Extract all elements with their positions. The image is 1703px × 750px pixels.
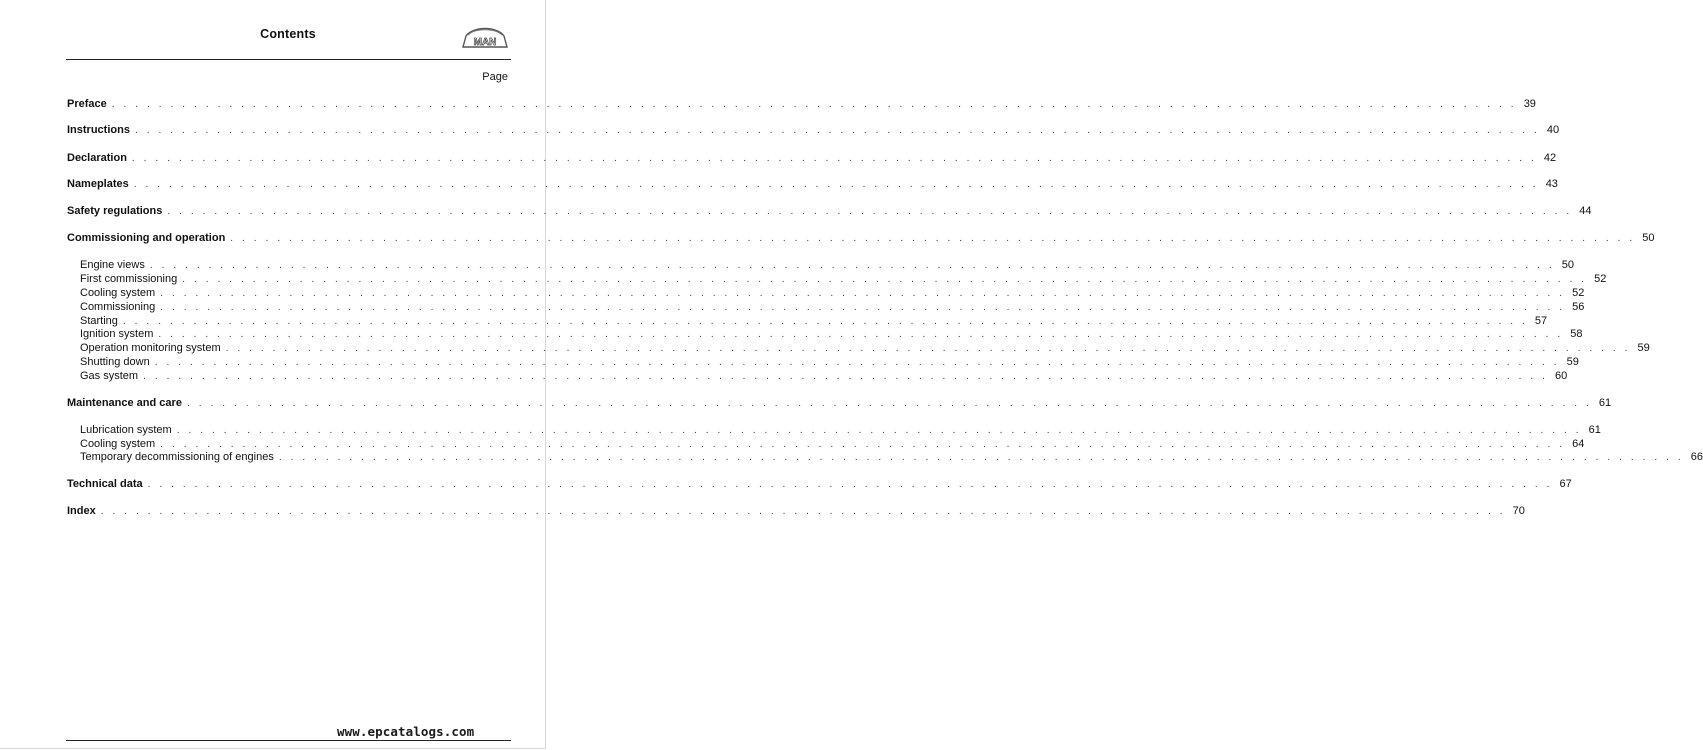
dot-leader: . . . . . . . . . . . . . . . . . . . . . . . . . . . . . . . . . . . . . . . . . . . . . . . . . . . . . . . . . . . . . . . . . . . . . . . . . . . . . . . . . . . . . . . . . . . . . . . . . . . . . . . . . . . . . . . . . . . . . . . . bbox=[186, 398, 1592, 409]
toc-subentry[interactable] bbox=[80, 437, 1585, 451]
toc-entry-page-number: 61 bbox=[1588, 424, 1601, 436]
dot-leader: . . . . . . . . . . . . . . . . . . . . . . . . . . . . . . . . . . . . . . . . . . . . . . . . . . . . . . . . . . . . . . . . . . . . . . . . . . . . . . . . . . . . . . . . . . . . . . . . . . . . . . . . . . . . . . . . . . . . . . . . bbox=[122, 316, 1528, 327]
toc-subentry[interactable] bbox=[80, 450, 1703, 464]
toc-subentry[interactable] bbox=[80, 327, 1583, 341]
toc-entry[interactable] bbox=[67, 504, 1525, 518]
toc-entry-page-number: 59 bbox=[1566, 356, 1579, 368]
toc-subentry[interactable] bbox=[80, 355, 1579, 369]
toc-entry-page-number: 52 bbox=[1572, 287, 1585, 299]
toc-entry-label: Safety regulations bbox=[67, 205, 163, 217]
toc-entry[interactable] bbox=[67, 231, 1655, 245]
toc-entry-label: Nameplates bbox=[67, 178, 129, 190]
toc-subentry[interactable] bbox=[80, 286, 1585, 300]
dot-leader: . . . . . . . . . . . . . . . . . . . . . . . . . . . . . . . . . . . . . . . . . . . . . . . . . . . . . . . . . . . . . . . . . . . . . . . . . . . . . . . . . . . . . . . . . . . . . . . . . . . . . . . . . . . . . . . . . . . . . . . . bbox=[230, 233, 1636, 244]
toc-subentry[interactable] bbox=[80, 258, 1574, 272]
toc-entry-page-number: 61 bbox=[1598, 397, 1612, 409]
toc-entry-page-number: 50 bbox=[1561, 259, 1574, 271]
toc-entry-label: First commissioning bbox=[80, 273, 178, 285]
toc-entry-label: Temporary decommissioning of engines bbox=[80, 451, 274, 463]
toc-entry-label: Ignition system bbox=[80, 328, 154, 340]
dot-leader: . . . . . . . . . . . . . . . . . . . . . . . . . . . . . . . . . . . . . . . . . . . . . . . . . . . . . . . . . . . . . . . . . . . . . . . . . . . . . . . . . . . . . . . . . . . . . . . . . . . . . . . . . . . . . . . . . . . . . . . . bbox=[143, 371, 1548, 382]
dot-leader: . . . . . . . . . . . . . . . . . . . . . . . . . . . . . . . . . . . . . . . . . . . . . . . . . . . . . . . . . . . . . . . . . . . . . . . . . . . . . . . . . . . . . . . . . . . . . . . . . . . . . . . . . . . . . . . . . . . . . . . . bbox=[158, 329, 1564, 340]
toc-entry-label: Engine views bbox=[80, 259, 145, 271]
dot-leader: . . . . . . . . . . . . . . . . . . . . . . . . . . . . . . . . . . . . . . . . . . . . . . . . . . . . . . . . . . . . . . . . . . . . . . . . . . . . . . . . . . . . . . . . . . . . . . . . . . . . . . . . . . . . . . . . . . . . . . . . bbox=[100, 506, 1506, 517]
toc-subentry[interactable] bbox=[80, 272, 1607, 286]
toc-entry-label: Operation monitoring system bbox=[80, 342, 221, 354]
toc-entry[interactable] bbox=[67, 177, 1558, 191]
toc-entry[interactable] bbox=[67, 123, 1560, 137]
dot-leader: . . . . . . . . . . . . . . . . . . . . . . . . . . . . . . . . . . . . . . . . . . . . . . . . . . . . . . . . . . . . . . . . . . . . . . . . . . . . . . . . . . . . . . . . . . . . . . . . . . . . . . . . . . . . . . . . . . . . . . . . bbox=[278, 452, 1684, 463]
toc-entry[interactable] bbox=[67, 97, 1536, 111]
toc-entry-label: Commissioning bbox=[80, 301, 156, 313]
dot-leader: . . . . . . . . . . . . . . . . . . . . . . . . . . . . . . . . . . . . . . . . . . . . . . . . . . . . . . . . . . . . . . . . . . . . . . . . . . . . . . . . . . . . . . . . . . . . . . . . . . . . . . . . . . . . . . . . . . . . . . . . bbox=[149, 260, 1555, 271]
dot-leader: . . . . . . . . . . . . . . . . . . . . . . . . . . . . . . . . . . . . . . . . . . . . . . . . . . . . . . . . . . . . . . . . . . . . . . . . . . . . . . . . . . . . . . . . . . . . . . . . . . . . . . . . . . . . . . . . . . . . . . . . bbox=[167, 206, 1573, 217]
page-title: Contents bbox=[260, 27, 316, 41]
dot-leader: . . . . . . . . . . . . . . . . . . . . . . . . . . . . . . . . . . . . . . . . . . . . . . . . . . . . . . . . . . . . . . . . . . . . . . . . . . . . . . . . . . . . . . . . . . . . . . . . . . . . . . . . . . . . . . . . . . . . . . . . bbox=[160, 288, 1566, 299]
toc-entry-label: Cooling system bbox=[80, 287, 156, 299]
dot-leader: . . . . . . . . . . . . . . . . . . . . . . . . . . . . . . . . . . . . . . . . . . . . . . . . . . . . . . . . . . . . . . . . . . . . . . . . . . . . . . . . . . . . . . . . . . . . . . . . . . . . . . . . . . . . . . . . . . . . . . . . bbox=[182, 274, 1588, 285]
toc-entry-label: Preface bbox=[67, 98, 107, 110]
toc-entry-label: Commissioning and operation bbox=[67, 232, 226, 244]
dot-leader: . . . . . . . . . . . . . . . . . . . . . . . . . . . . . . . . . . . . . . . . . . . . . . . . . . . . . . . . . . . . . . . . . . . . . . . . . . . . . . . . . . . . . . . . . . . . . . . . . . . . . . . . . . . . . . . . . . . . . . . . bbox=[160, 439, 1566, 450]
toc-entry[interactable] bbox=[67, 204, 1592, 218]
toc-entry-label: Instructions bbox=[67, 124, 130, 136]
toc-subentry[interactable] bbox=[80, 369, 1568, 383]
toc-entry-page-number: 56 bbox=[1572, 301, 1585, 313]
dot-leader: . . . . . . . . . . . . . . . . . . . . . . . . . . . . . . . . . . . . . . . . . . . . . . . . . . . . . . . . . . . . . . . . . . . . . . . . . . . . . . . . . . . . . . . . . . . . . . . . . . . . . . . . . . . . . . . . . . . . . . . . bbox=[131, 153, 1537, 164]
page-column-header: Page bbox=[482, 71, 508, 83]
logo-lettering: MAN bbox=[473, 37, 497, 48]
dot-leader: . . . . . . . . . . . . . . . . . . . . . . . . . . . . . . . . . . . . . . . . . . . . . . . . . . . . . . . . . . . . . . . . . . . . . . . . . . . . . . . . . . . . . . . . . . . . . . . . . . . . . . . . . . . . . . . . . . . . . . . . bbox=[154, 357, 1560, 368]
toc-subentry[interactable] bbox=[80, 300, 1585, 314]
toc-entry-label: Shutting down bbox=[80, 356, 150, 368]
toc-entry-page-number: 42 bbox=[1543, 152, 1557, 164]
toc-entry-label: Maintenance and care bbox=[67, 397, 182, 409]
toc-subentry[interactable] bbox=[80, 314, 1548, 328]
footer-rule bbox=[66, 740, 511, 741]
toc-entry-page-number: 50 bbox=[1642, 232, 1655, 244]
toc-entry-label: Index bbox=[67, 505, 96, 517]
toc-entry-label: Lubrication system bbox=[80, 424, 172, 436]
toc-entry-label: Declaration bbox=[67, 152, 127, 164]
dot-leader: . . . . . . . . . . . . . . . . . . . . . . . . . . . . . . . . . . . . . . . . . . . . . . . . . . . . . . . . . . . . . . . . . . . . . . . . . . . . . . . . . . . . . . . . . . . . . . . . . . . . . . . . . . . . . . . . . . . . . . . . bbox=[225, 343, 1631, 354]
toc-entry[interactable] bbox=[67, 151, 1557, 165]
toc-entry-page-number: 59 bbox=[1637, 342, 1650, 354]
toc-entry-page-number: 58 bbox=[1570, 328, 1583, 340]
toc-entry-page-number: 39 bbox=[1523, 98, 1536, 110]
toc-entry-page-number: 40 bbox=[1546, 124, 1560, 136]
dot-leader: . . . . . . . . . . . . . . . . . . . . . . . . . . . . . . . . . . . . . . . . . . . . . . . . . . . . . . . . . . . . . . . . . . . . . . . . . . . . . . . . . . . . . . . . . . . . . . . . . . . . . . . . . . . . . . . . . . . . . . . . bbox=[147, 479, 1553, 490]
toc-subentry[interactable] bbox=[80, 423, 1601, 437]
toc-entry[interactable] bbox=[67, 477, 1572, 491]
toc-entry-label: Cooling system bbox=[80, 438, 156, 450]
toc-entry-page-number: 43 bbox=[1545, 178, 1558, 190]
toc-entry-page-number: 57 bbox=[1534, 315, 1548, 327]
toc-entry-page-number: 60 bbox=[1555, 370, 1568, 382]
toc-entry[interactable] bbox=[67, 396, 1612, 410]
toc-entry-page-number: 67 bbox=[1559, 478, 1572, 490]
dot-leader: . . . . . . . . . . . . . . . . . . . . . . . . . . . . . . . . . . . . . . . . . . . . . . . . . . . . . . . . . . . . . . . . . . . . . . . . . . . . . . . . . . . . . . . . . . . . . . . . . . . . . . . . . . . . . . . . . . . . . . . . bbox=[160, 302, 1566, 313]
toc-entry-page-number: 66 bbox=[1690, 451, 1703, 463]
toc-entry-page-number: 44 bbox=[1579, 205, 1592, 217]
toc-entry-label: Gas system bbox=[80, 370, 139, 382]
dot-leader: . . . . . . . . . . . . . . . . . . . . . . . . . . . . . . . . . . . . . . . . . . . . . . . . . . . . . . . . . . . . . . . . . . . . . . . . . . . . . . . . . . . . . . . . . . . . . . . . . . . . . . . . . . . . . . . . . . . . . . . . bbox=[111, 99, 1517, 110]
dot-leader: . . . . . . . . . . . . . . . . . . . . . . . . . . . . . . . . . . . . . . . . . . . . . . . . . . . . . . . . . . . . . . . . . . . . . . . . . . . . . . . . . . . . . . . . . . . . . . . . . . . . . . . . . . . . . . . . . . . . . . . . bbox=[134, 125, 1540, 136]
toc-entry-page-number: 64 bbox=[1572, 438, 1585, 450]
toc-entry-page-number: 52 bbox=[1594, 273, 1607, 285]
toc-entry-label: Technical data bbox=[67, 478, 143, 490]
toc-subentry[interactable] bbox=[80, 341, 1650, 355]
toc-entry-page-number: 70 bbox=[1512, 505, 1525, 517]
dot-leader: . . . . . . . . . . . . . . . . . . . . . . . . . . . . . . . . . . . . . . . . . . . . . . . . . . . . . . . . . . . . . . . . . . . . . . . . . . . . . . . . . . . . . . . . . . . . . . . . . . . . . . . . . . . . . . . . . . . . . . . . bbox=[176, 425, 1582, 436]
footer-watermark: www.epcatalogs.com bbox=[337, 724, 475, 739]
toc-entry-label: Starting bbox=[80, 315, 118, 327]
dot-leader: . . . . . . . . . . . . . . . . . . . . . . . . . . . . . . . . . . . . . . . . . . . . . . . . . . . . . . . . . . . . . . . . . . . . . . . . . . . . . . . . . . . . . . . . . . . . . . . . . . . . . . . . . . . . . . . . . . . . . . . . bbox=[133, 179, 1539, 190]
